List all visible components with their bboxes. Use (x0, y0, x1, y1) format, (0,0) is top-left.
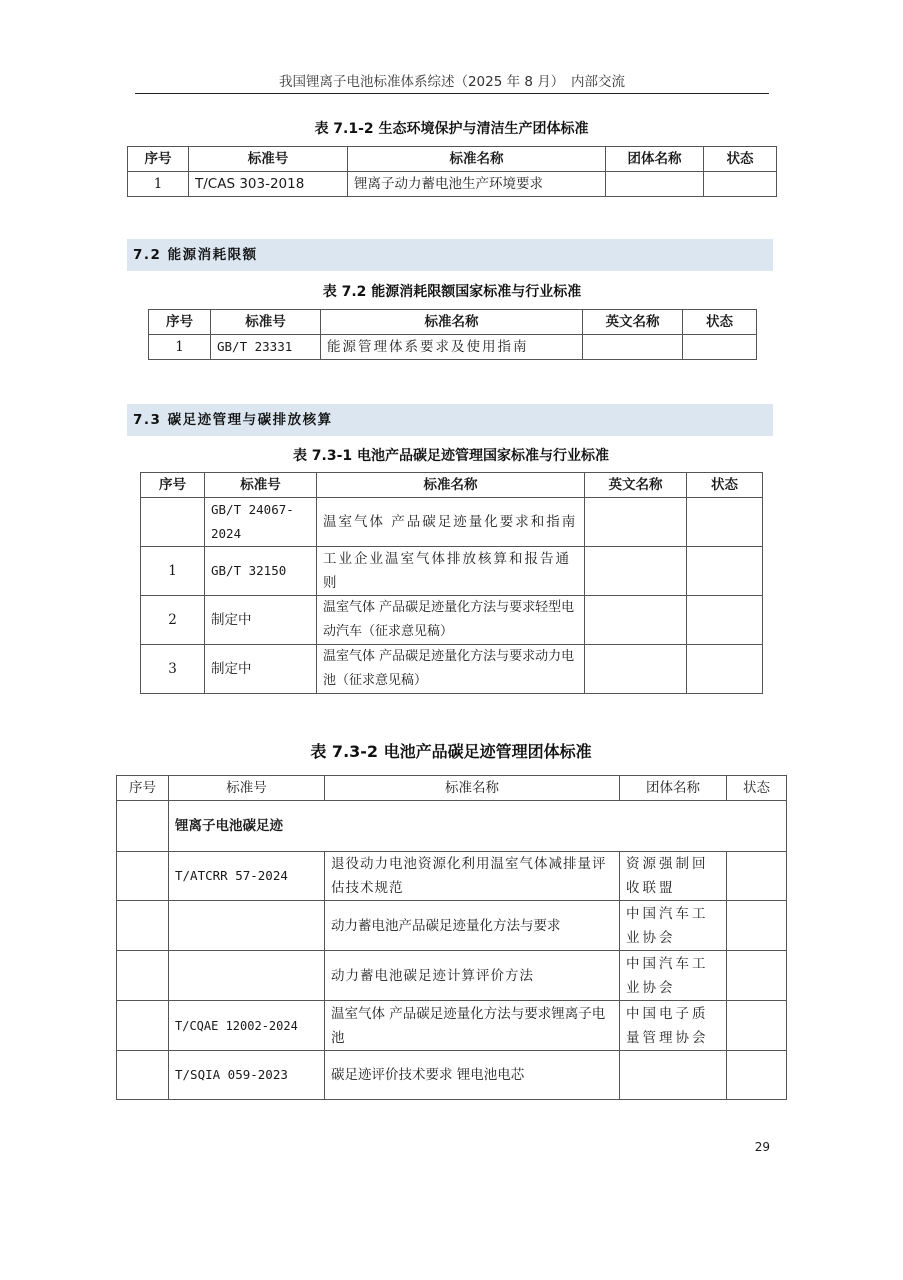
col-header-en: 英文名称 (583, 310, 683, 335)
cell-no: 1 (141, 547, 205, 596)
cell-no (117, 901, 169, 951)
cell-en (583, 335, 683, 360)
cell-no: 1 (128, 172, 189, 197)
cell-org: 中国汽车工业协会 (620, 951, 727, 1001)
page-number: 29 (754, 1140, 770, 1154)
cell-name: 锂离子动力蓄电池生产环境要求 (348, 172, 606, 197)
cell-en (585, 596, 687, 645)
running-header: 我国锂离子电池标准体系综述（2025 年 8 月） 内部交流 (278, 74, 626, 90)
cell-status (727, 1001, 787, 1051)
cell-name: 温室气体 产品碳足迹量化方法与要求锂离子电池 (325, 1001, 620, 1051)
cell-code: GB/T 32150 (205, 547, 317, 596)
cell-name: 温室气体 产品碳足迹量化方法与要求轻型电动汽车（征求意见稿） (317, 596, 585, 645)
col-header-no: 序号 (149, 310, 211, 335)
cell-en (585, 645, 687, 694)
col-header-code: 标准号 (169, 776, 325, 801)
col-header-name: 标准名称 (321, 310, 583, 335)
cell-status (687, 498, 763, 547)
col-header-org: 团体名称 (620, 776, 727, 801)
table-row (117, 951, 787, 1001)
group-label: 锂离子电池碳足迹 (169, 801, 787, 852)
cell-code: T/CQAE 12002-2024 (169, 1001, 325, 1051)
cell-code: 制定中 (205, 645, 317, 694)
table-caption-7-3-2: 表 7.3-2 电池产品碳足迹管理团体标准 (310, 742, 592, 761)
cell-status (704, 172, 777, 197)
cell-no (117, 1001, 169, 1051)
table-row (117, 901, 787, 951)
cell-name: 温室气体 产品碳足迹量化方法与要求动力电池（征求意见稿） (317, 645, 585, 694)
section-heading-7-3: 7.3 碳足迹管理与碳排放核算 (127, 404, 773, 436)
table-7-3-1 (140, 472, 763, 694)
col-header-code: 标准号 (211, 310, 321, 335)
table-row (141, 596, 763, 645)
cell-status (683, 335, 757, 360)
cell-org (620, 1051, 727, 1100)
table-7-3-2 (116, 775, 787, 1100)
cell-code: T/CAS 303-2018 (189, 172, 348, 197)
col-header-status: 状态 (727, 776, 787, 801)
table-7-1-2 (127, 146, 777, 197)
table-caption-7-3-1: 表 7.3-1 电池产品碳足迹管理国家标准与行业标准 (292, 448, 610, 464)
header-divider (135, 93, 769, 94)
table-row (117, 1051, 787, 1100)
cell-org: 中国汽车工业协会 (620, 901, 727, 951)
cell-name: 工业企业温室气体排放核算和报告通则 (317, 547, 585, 596)
cell-code (169, 951, 325, 1001)
col-header-en: 英文名称 (585, 473, 687, 498)
cell-status (727, 1051, 787, 1100)
cell-code: GB/T 24067-2024 (205, 498, 317, 547)
cell-name: 碳足迹评价技术要求 锂电池电芯 (325, 1051, 620, 1100)
cell-name: 能源管理体系要求及使用指南 (321, 335, 583, 360)
cell-code: GB/T 23331 (211, 335, 321, 360)
table-header-row (128, 147, 777, 172)
cell-no: 1 (149, 335, 211, 360)
table-header-row (141, 473, 763, 498)
cell-org (606, 172, 704, 197)
cell-name: 动力蓄电池产品碳足迹量化方法与要求 (325, 901, 620, 951)
col-header-no: 序号 (128, 147, 189, 172)
table-row (117, 1001, 787, 1051)
cell-status (727, 852, 787, 901)
section-heading-7-2: 7.2 能源消耗限额 (127, 239, 773, 271)
col-header-status: 状态 (704, 147, 777, 172)
cell-no (117, 801, 169, 852)
table-row (141, 645, 763, 694)
cell-no: 2 (141, 596, 205, 645)
cell-code: 制定中 (205, 596, 317, 645)
table-row (128, 172, 777, 197)
cell-no: 3 (141, 645, 205, 694)
table-header-row (149, 310, 757, 335)
cell-code (169, 901, 325, 951)
cell-status (687, 645, 763, 694)
cell-no (117, 951, 169, 1001)
cell-no (141, 498, 205, 547)
group-row (117, 801, 787, 852)
col-header-name: 标准名称 (348, 147, 606, 172)
cell-name: 温室气体 产品碳足迹量化要求和指南 (317, 498, 585, 547)
col-header-code: 标准号 (205, 473, 317, 498)
cell-org: 中国电子质量管理协会 (620, 1001, 727, 1051)
table-caption-7-1-2: 表 7.1-2 生态环境保护与清洁生产团体标准 (314, 121, 589, 137)
cell-org: 资源强制回收联盟 (620, 852, 727, 901)
col-header-code: 标准号 (189, 147, 348, 172)
col-header-no: 序号 (117, 776, 169, 801)
cell-code: T/SQIA 059-2023 (169, 1051, 325, 1100)
cell-status (727, 951, 787, 1001)
cell-en (585, 547, 687, 596)
table-caption-7-2: 表 7.2 能源消耗限额国家标准与行业标准 (322, 284, 582, 300)
cell-no (117, 1051, 169, 1100)
col-header-org: 团体名称 (606, 147, 704, 172)
table-row (141, 547, 763, 596)
table-7-2 (148, 309, 757, 360)
col-header-no: 序号 (141, 473, 205, 498)
col-header-name: 标准名称 (325, 776, 620, 801)
cell-code: T/ATCRR 57-2024 (169, 852, 325, 901)
cell-name: 动力蓄电池碳足迹计算评价方法 (325, 951, 620, 1001)
cell-status (727, 901, 787, 951)
col-header-status: 状态 (687, 473, 763, 498)
col-header-status: 状态 (683, 310, 757, 335)
cell-no (117, 852, 169, 901)
table-header-row (117, 776, 787, 801)
cell-status (687, 547, 763, 596)
cell-en (585, 498, 687, 547)
col-header-name: 标准名称 (317, 473, 585, 498)
table-row (149, 335, 757, 360)
table-row (141, 498, 763, 547)
cell-status (687, 596, 763, 645)
cell-name: 退役动力电池资源化利用温室气体减排量评估技术规范 (325, 852, 620, 901)
table-row (117, 852, 787, 901)
